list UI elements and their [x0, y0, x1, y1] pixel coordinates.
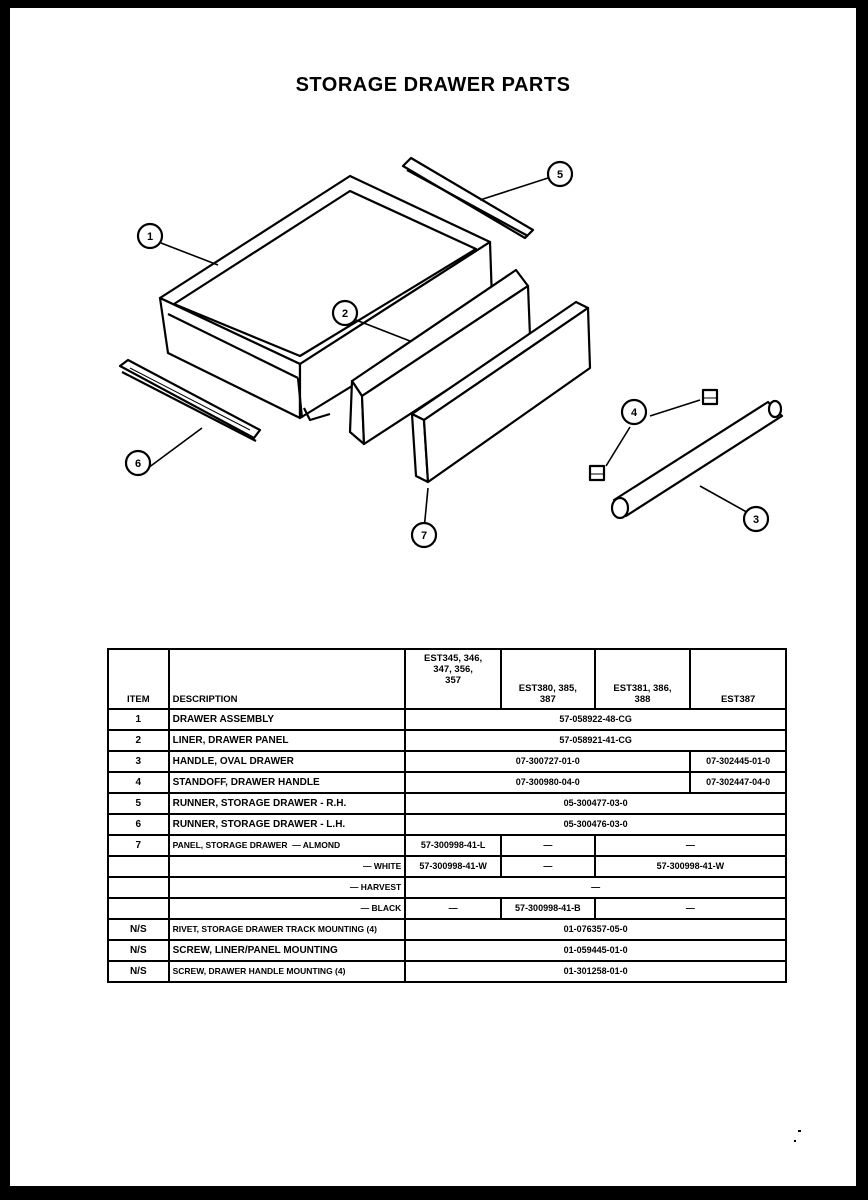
- table-row: 6 RUNNER, STORAGE DRAWER - L.H. 05-300476-03-0: [108, 814, 786, 835]
- table-row: 7 PANEL, STORAGE DRAWER — ALMOND 57-300998-41-L — —: [108, 835, 786, 856]
- col-header-item: ITEM: [108, 649, 169, 709]
- table-row: 2 LINER, DRAWER PANEL 57-058921-41-CG: [108, 730, 786, 751]
- callout-5: 5: [556, 169, 564, 181]
- table-row: 5 RUNNER, STORAGE DRAWER - R.H. 05-300477-03-0: [108, 793, 786, 814]
- table-row: N/S RIVET, STORAGE DRAWER TRACK MOUNTING (4) 01-076357-05-0: [108, 919, 786, 940]
- col-header-est345: EST345, 346, 347, 356, 357: [405, 649, 501, 709]
- table-header-row: [108, 649, 786, 709]
- col-header-est380: EST380, 385, 387: [501, 649, 595, 709]
- callout-3: 3: [752, 514, 760, 526]
- callout-6: 6: [134, 458, 142, 470]
- table-row: 4 STANDOFF, DRAWER HANDLE 07-300980-04-0 07-302447-04-0: [108, 772, 786, 793]
- callout-4: 4: [630, 407, 638, 419]
- table-row: 3 HANDLE, OVAL DRAWER 07-300727-01-0 07-302445-01-0: [108, 751, 786, 772]
- table-row: — WHITE 57-300998-41-W — 57-300998-41-W: [108, 856, 786, 877]
- table-row: N/S SCREW, DRAWER HANDLE MOUNTING (4) 01-301258-01-0: [108, 961, 786, 982]
- col-header-est387: EST387: [690, 649, 786, 709]
- scan-speck: [798, 1130, 801, 1132]
- table-row: — HARVEST —: [108, 877, 786, 898]
- callout-7: 7: [420, 530, 428, 542]
- page-title: STORAGE DRAWER PARTS: [295, 74, 571, 96]
- exploded-parts-diagram: [10, 8, 856, 608]
- table-row: — BLACK — 57-300998-41-B —: [108, 898, 786, 919]
- col-header-description: DESCRIPTION: [169, 649, 406, 709]
- col-header-est381: EST381, 386, 388: [595, 649, 691, 709]
- table-row: N/S SCREW, LINER/PANEL MOUNTING 01-059445-01-0: [108, 940, 786, 961]
- parts-sheet: [10, 8, 856, 1186]
- scan-speck: [794, 1140, 796, 1142]
- callout-1: 1: [146, 231, 154, 243]
- parts-table: [107, 648, 787, 983]
- table-row: 1 DRAWER ASSEMBLY 57-058922-48-CG: [108, 709, 786, 730]
- callout-2: 2: [341, 308, 349, 320]
